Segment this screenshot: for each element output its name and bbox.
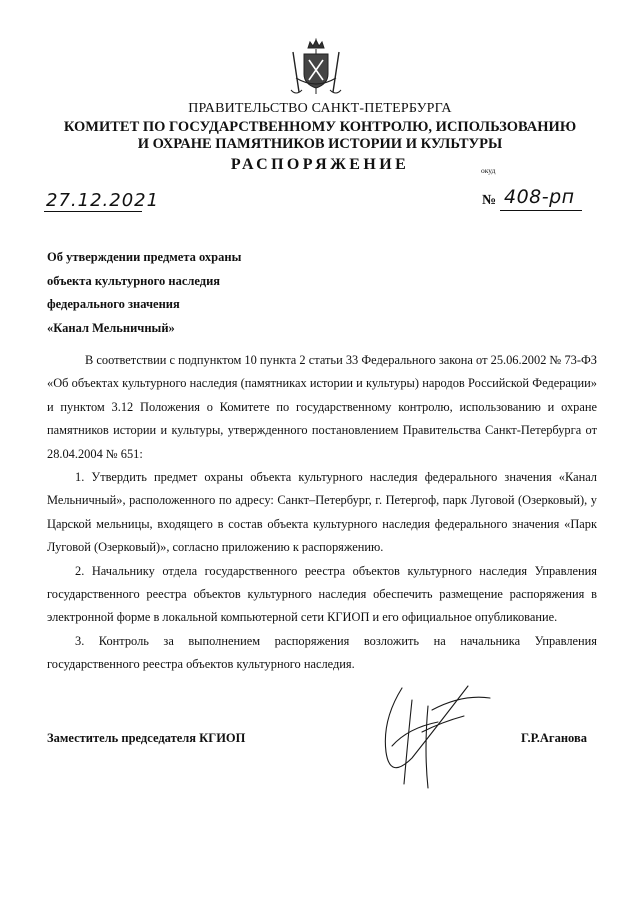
preamble-paragraph: В соответствии с подпунктом 10 пункта 2 статьи 33 Федерального закона от 25.06.2002 № 73-ФЗ «Об объектах культурного наследия (памятниках истории и культуры) народов Российской Федерации» и пунктом 3.12 Положения о Комитете по государственному контролю, использованию и охране памятников истории и культуры, утвержденного постановлением Правительства Санкт-Петербурга от 28.04.2004 № 651:: [47, 353, 597, 461]
date-underline: [44, 211, 142, 212]
subject-line: «Канал Мельничный»: [47, 320, 175, 335]
order-item-2: 2. Начальнику отдела государственного реестра объектов культурного наследия Управления государственного реестра объектов культурного наследия обеспечить размещение распоряжения в электронной форме в локальной компьютерной сети КГИОП и его официальное опубликование.: [47, 563, 597, 625]
government-title: ПРАВИТЕЛЬСТВО САНКТ-ПЕТЕРБУРГА: [188, 101, 452, 116]
subject-line: объекта культурного наследия: [47, 273, 221, 288]
committee-title: [40, 119, 600, 153]
subject-line: федерального значения: [47, 297, 180, 311]
subject-line: Об утверждении предмета охраны: [47, 250, 242, 264]
committee-title-line-2: И ОХРАНЕ ПАМЯТНИКОВ ИСТОРИИ И КУЛЬТУРЫ: [137, 136, 503, 152]
number-underline: [500, 210, 582, 211]
number-sign: №: [482, 193, 497, 208]
signatory-position: Заместитель председателя КГИОП: [47, 731, 246, 745]
committee-title-line-1: КОМИТЕТ ПО ГОСУДАРСТВЕННОМУ КОНТРОЛЮ, ИСПОЛЬЗОВАНИЮ: [63, 119, 577, 135]
document-subject: [47, 246, 241, 340]
signatory-name: Г.Р.Аганова: [521, 731, 587, 745]
handwritten-signature: [372, 680, 497, 792]
order-item-1: 1. Утвердить предмет охраны объекта культурного наследия федерального значения «Канал Мельничный», расположенного по адресу: Санкт–Петербург, г. Петергоф, парк Луговой (Озерковый), у Царской мельницы, входящего в состав объекта культурного наследия федерального значения «Парк Луговой (Озерковый)», согласно приложению к распоряжению.: [47, 470, 597, 555]
coat-of-arms-emblem: [288, 38, 344, 98]
document-type-title: РАСПОРЯЖЕНИЕ: [230, 156, 410, 173]
okud-label: окуд: [481, 166, 496, 175]
document-number: 408-рп: [504, 186, 575, 208]
order-item-3: 3. Контроль за выполнением распоряжения возложить на начальника Управления государственного реестра объектов культурного наследия.: [47, 633, 597, 672]
document-body: [47, 349, 597, 677]
document-date: 27.12.2021: [46, 190, 160, 211]
